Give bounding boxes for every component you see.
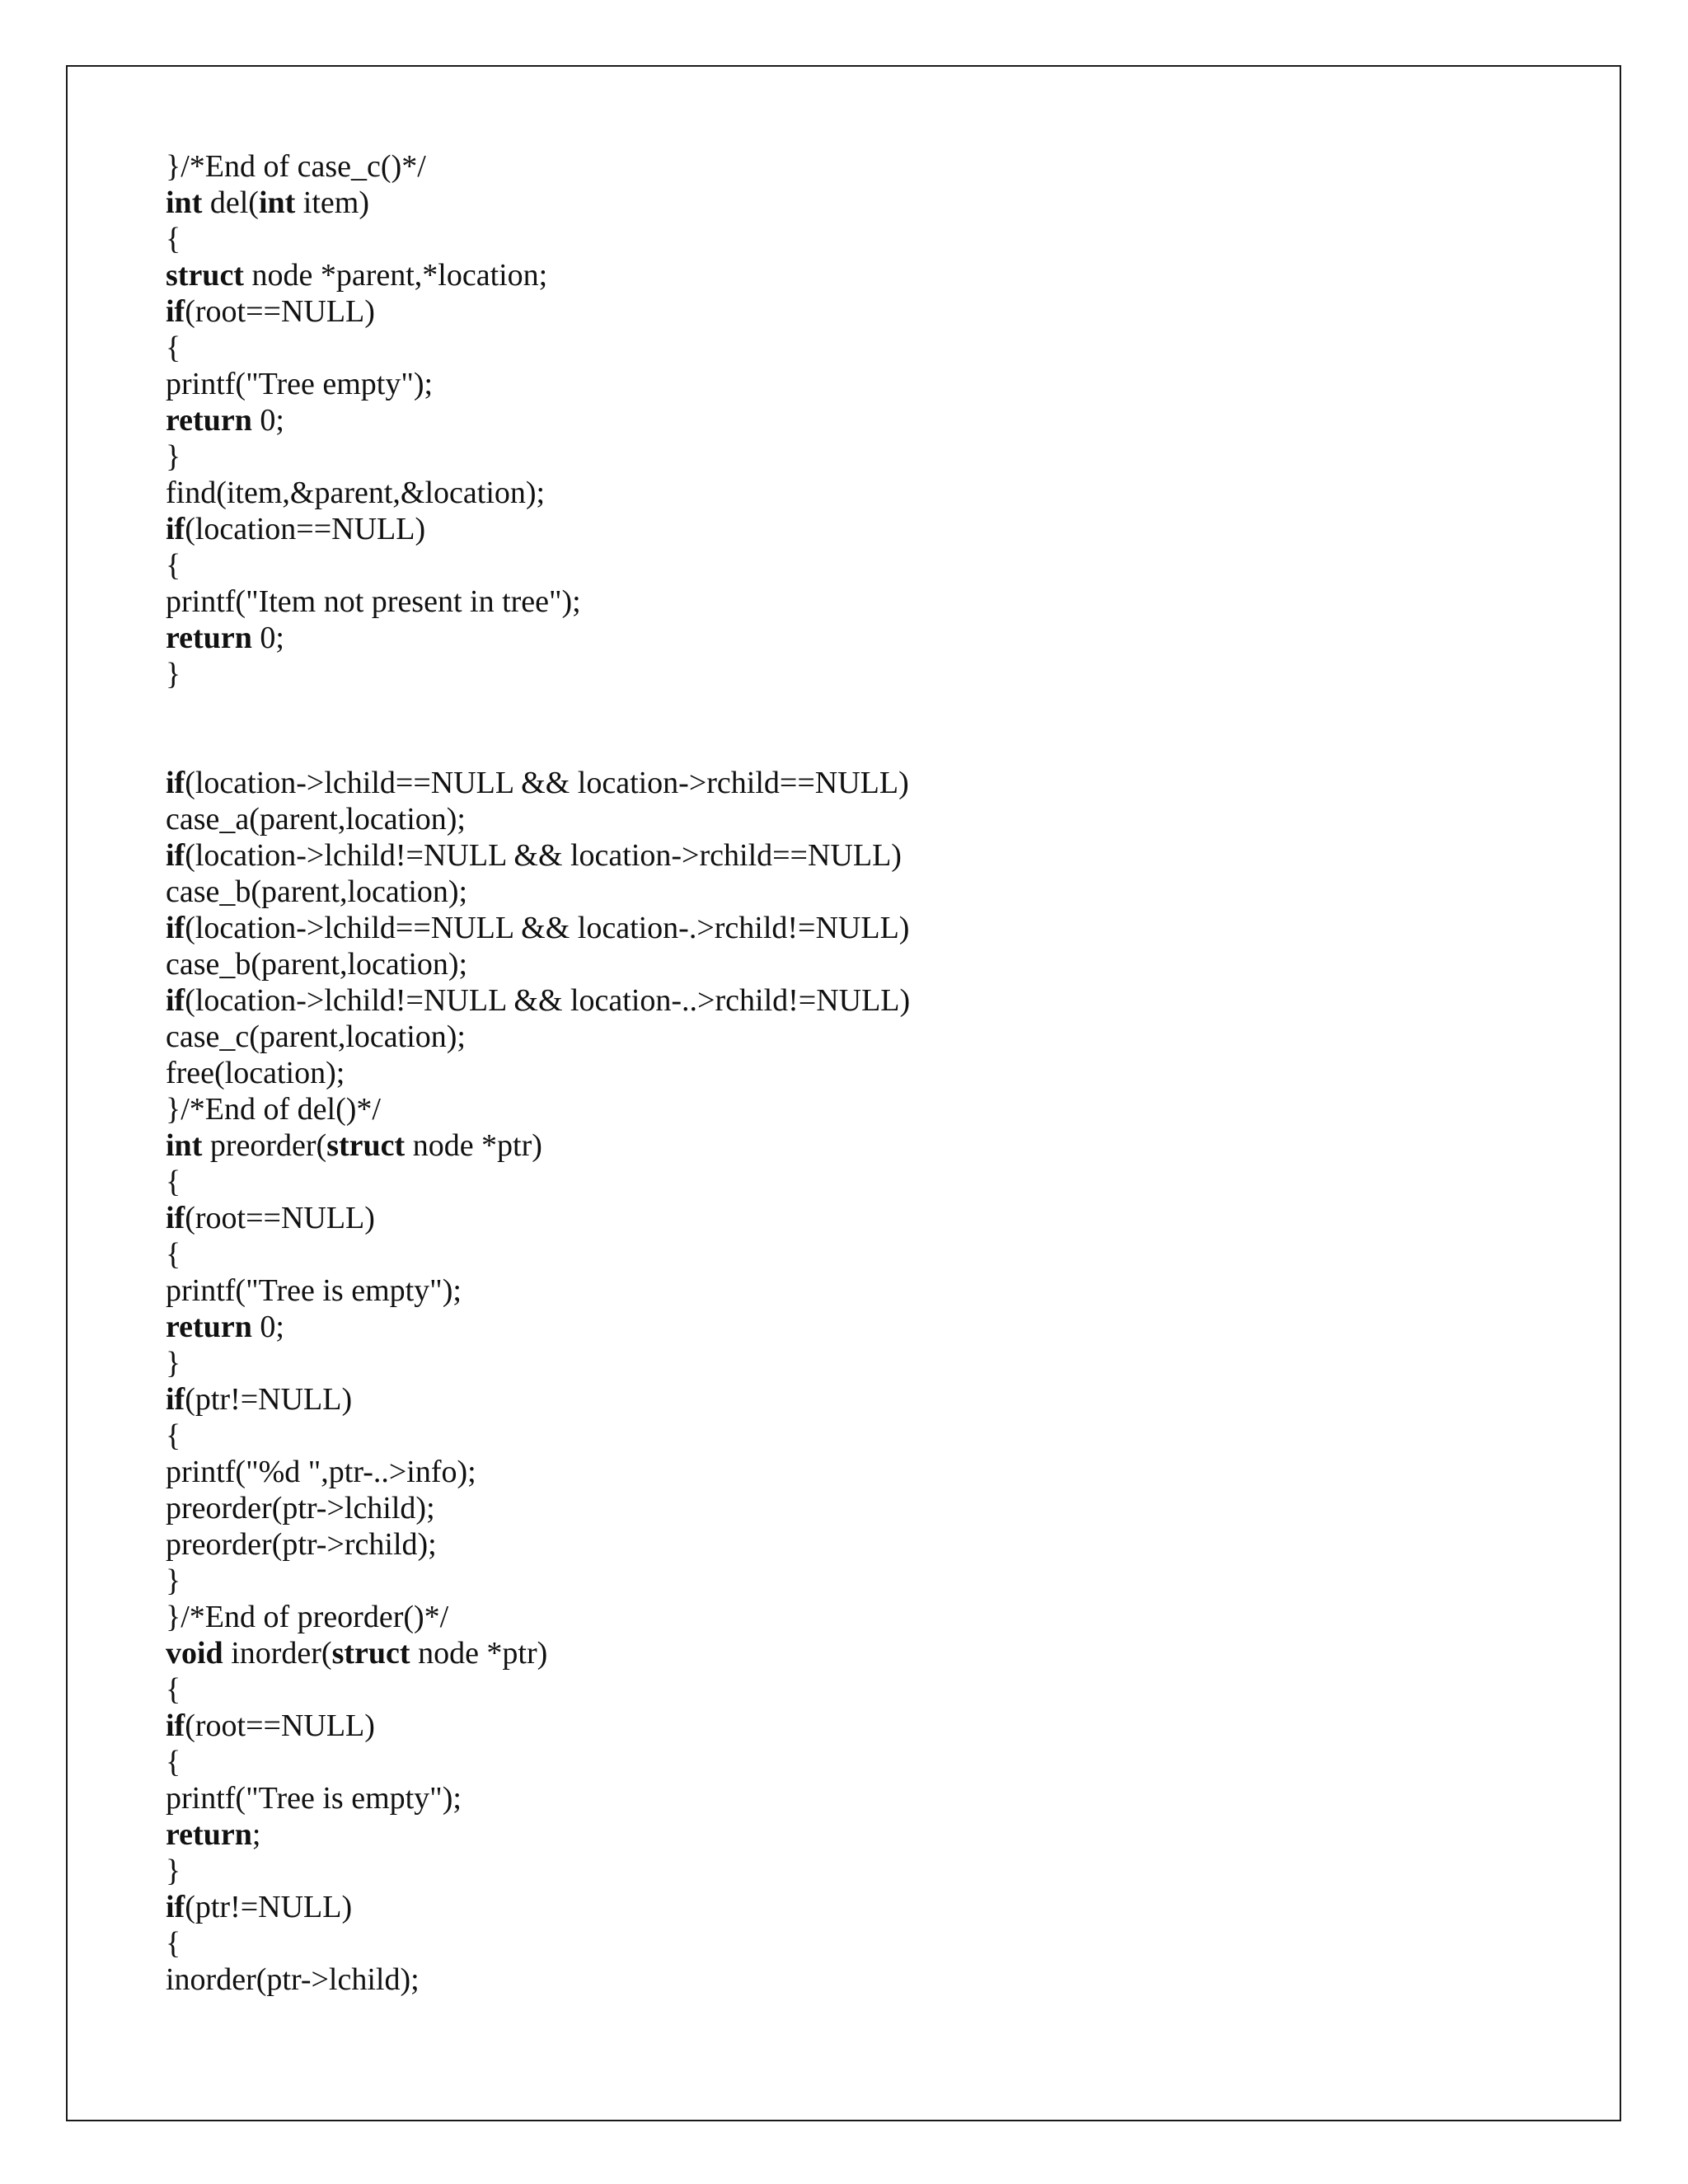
code-line (166, 185, 910, 221)
keyword: if (166, 294, 185, 329)
code-text: { (166, 1672, 181, 1707)
code-listing (166, 148, 910, 1998)
code-line (166, 511, 910, 547)
code-text: inorder(ptr->lchild); (166, 1962, 420, 1997)
code-line (166, 837, 910, 874)
code-text: { (166, 222, 181, 256)
keyword: if (166, 512, 185, 546)
keyword: void (166, 1636, 223, 1671)
code-text: { (166, 1418, 181, 1453)
keyword: int (166, 185, 203, 220)
code-text: inorder( (223, 1636, 332, 1671)
code-text: }/*End of case_c()*/ (166, 149, 426, 184)
keyword: if (166, 1382, 185, 1417)
keyword: if (166, 1201, 185, 1235)
code-text: 0; (251, 1310, 284, 1344)
keyword: if (166, 911, 185, 945)
code-text: (root==NULL) (185, 1201, 375, 1235)
code-text: }/*End of preorder()*/ (166, 1600, 449, 1634)
keyword: if (166, 766, 185, 800)
blank-line (166, 692, 910, 729)
code-text: (location->lchild!=NULL && location-..>rchild!=NULL) (185, 983, 911, 1018)
code-line (166, 1635, 910, 1671)
code-text: (location->lchild==NULL && location->rchild==NULL) (185, 766, 909, 800)
code-text: case_c(parent,location); (166, 1019, 466, 1054)
code-line (166, 221, 910, 257)
keyword: int (258, 185, 296, 220)
keyword: if (166, 1890, 185, 1924)
code-line (166, 293, 910, 330)
code-text: (root==NULL) (185, 1708, 375, 1743)
code-text: { (166, 1237, 181, 1272)
code-line (166, 583, 910, 620)
code-text: node *ptr) (410, 1636, 548, 1671)
code-text: printf("Tree empty"); (166, 367, 434, 401)
keyword: return (166, 403, 252, 438)
code-text: (ptr!=NULL) (185, 1382, 353, 1417)
code-text: { (166, 1926, 181, 1961)
code-text: } (166, 439, 181, 474)
code-text: { (166, 1165, 181, 1199)
code-line (166, 257, 910, 293)
code-text: (root==NULL) (185, 294, 375, 329)
code-line (166, 1200, 910, 1236)
keyword: return (166, 621, 252, 655)
code-text: (location==NULL) (185, 512, 426, 546)
code-line (166, 982, 910, 1019)
code-text: ; (251, 1817, 261, 1852)
code-line (166, 1091, 910, 1127)
code-line (166, 475, 910, 511)
code-line (166, 1925, 910, 1961)
code-line (166, 1055, 910, 1091)
keyword: if (166, 983, 185, 1018)
code-line (166, 910, 910, 946)
code-line (166, 1272, 910, 1309)
code-line (166, 1563, 910, 1599)
code-line (166, 366, 910, 402)
code-line (166, 330, 910, 366)
code-text: case_a(parent,location); (166, 802, 466, 837)
code-line (166, 547, 910, 583)
code-line (166, 1853, 910, 1889)
code-line (166, 1526, 910, 1563)
code-text: printf("Tree is empty"); (166, 1273, 462, 1308)
code-text: find(item,&parent,&location); (166, 476, 546, 510)
code-text: (location->lchild!=NULL && location->rchild==NULL) (185, 838, 902, 873)
code-line (166, 656, 910, 692)
code-line (166, 1816, 910, 1853)
code-line (166, 1345, 910, 1381)
code-text: 0; (251, 621, 284, 655)
code-text: case_b(parent,location); (166, 874, 468, 909)
code-line (166, 874, 910, 910)
code-line (166, 620, 910, 656)
keyword: struct (166, 258, 244, 293)
code-text: preorder(ptr->rchild); (166, 1527, 437, 1562)
code-text: del( (202, 185, 259, 220)
keyword: struct (326, 1128, 406, 1163)
keyword: return (166, 1817, 252, 1852)
code-text: (ptr!=NULL) (185, 1890, 353, 1924)
code-line (166, 1381, 910, 1418)
code-text: preorder( (202, 1128, 327, 1163)
code-line (166, 148, 910, 185)
code-line (166, 1236, 910, 1272)
code-text: node *ptr) (405, 1128, 542, 1163)
blank-line (166, 729, 910, 765)
code-text: node *parent,*location; (243, 258, 548, 293)
code-line (166, 1961, 910, 1998)
code-text: }/*End of del()*/ (166, 1092, 381, 1127)
code-text: { (166, 1745, 181, 1779)
code-line (166, 1599, 910, 1635)
code-text: printf("Item not present in tree"); (166, 584, 581, 619)
keyword: struct (331, 1636, 410, 1671)
code-line (166, 402, 910, 438)
code-text: case_b(parent,location); (166, 947, 468, 982)
code-line (166, 1309, 910, 1345)
code-text: preorder(ptr->lchild); (166, 1491, 435, 1526)
code-text: 0; (251, 403, 284, 438)
code-line (166, 801, 910, 837)
code-text: free(location); (166, 1056, 345, 1090)
code-line (166, 438, 910, 475)
keyword: return (166, 1310, 252, 1344)
code-text: } (166, 1854, 181, 1888)
code-line (166, 1889, 910, 1925)
code-line (166, 1418, 910, 1454)
code-line (166, 1164, 910, 1200)
code-line (166, 1671, 910, 1708)
code-text: (location->lchild==NULL && location-.>rchild!=NULL) (185, 911, 910, 945)
code-text: printf("%d ",ptr-..>info); (166, 1455, 476, 1489)
code-line (166, 1780, 910, 1816)
code-line (166, 1019, 910, 1055)
keyword: int (166, 1128, 203, 1163)
code-text: printf("Tree is empty"); (166, 1781, 462, 1816)
code-line (166, 1127, 910, 1164)
code-line (166, 1708, 910, 1744)
keyword: if (166, 1708, 185, 1743)
keyword: if (166, 838, 185, 873)
code-line (166, 946, 910, 982)
code-text: } (166, 657, 181, 691)
code-text: } (166, 1563, 181, 1598)
code-line (166, 1744, 910, 1780)
code-text: item) (295, 185, 369, 220)
code-text: { (166, 330, 181, 365)
code-text: } (166, 1346, 181, 1380)
code-line (166, 765, 910, 801)
code-line (166, 1490, 910, 1526)
code-line (166, 1454, 910, 1490)
code-text: { (166, 548, 181, 583)
